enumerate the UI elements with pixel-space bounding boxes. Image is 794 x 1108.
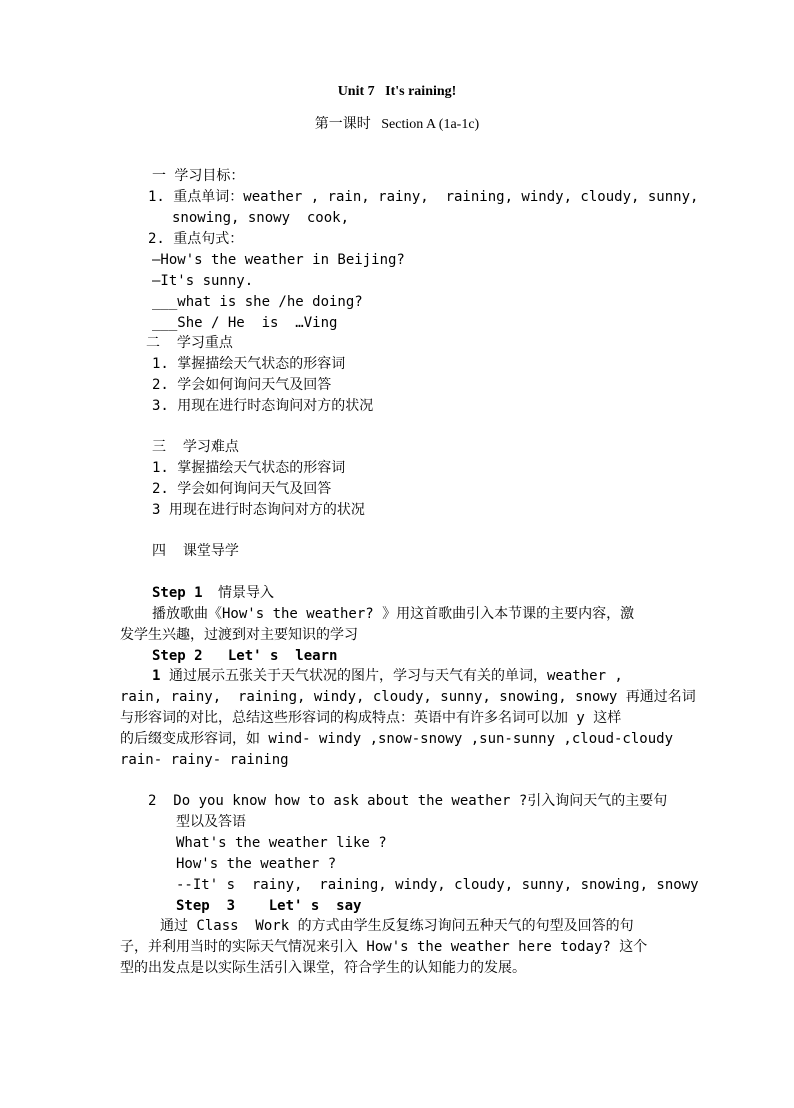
difficulty-item-3: 3 用现在进行时态询问对方的状况 — [152, 502, 365, 518]
step1-title: 情景导入 — [218, 585, 274, 601]
sentence-3: ___what is she /he doing? — [152, 294, 363, 310]
goal-item-1-cont: snowing, snowy cook, — [172, 210, 350, 226]
step2-question-2: How's the weather ? — [176, 856, 337, 872]
step1-paragraph-line-2: 发学生兴趣，过渡到对主要知识的学习 — [120, 627, 358, 643]
section-heading-focus: 二 学习重点 — [146, 335, 233, 351]
step2-heading: Step 2 Let' s learn — [152, 648, 338, 664]
section-heading-difficulty: 三 学习难点 — [152, 439, 239, 455]
difficulty-item-2: 2. 学会如何询问天气及回答 — [152, 481, 332, 497]
page-subtitle: 第一课时 Section A (1a-1c) — [314, 117, 480, 132]
step3-paragraph-line-3: 型的出发点是以实际生活引入课堂，符合学生的认知能力的发展。 — [120, 960, 526, 976]
page-title: Unit 7 It's raining! — [337, 84, 457, 99]
step2-paragraph-line-2: rain, rainy, raining, windy, cloudy, sunny, snowing, snowy 再通过名词 — [120, 689, 696, 705]
goal-item-2: 2. 重点句式： — [148, 231, 244, 247]
difficulty-item-1: 1. 掌握描绘天气状态的形容词 — [152, 460, 346, 476]
section-heading-goals: 一 学习目标： — [152, 168, 245, 184]
step2-item-2-cont: 型以及答语 — [176, 814, 246, 830]
step2-paragraph-line-5: rain- rainy- raining — [120, 752, 289, 768]
step2-answer: --It' s rainy, raining, windy, cloudy, sunny, snowing, snowy — [176, 877, 699, 893]
section-heading-guide: 四 课堂导学 — [152, 543, 239, 559]
focus-item-1: 1. 掌握描绘天气状态的形容词 — [152, 356, 346, 372]
step3-heading: Step 3 Let' s say — [176, 898, 362, 914]
sentence-4: ___She / He is …Ving — [152, 315, 338, 331]
step2-item-2: 2 Do you know how to ask about the weather ?引入询问天气的主要句 — [148, 793, 668, 809]
goal-item-1: 1. 重点单词：weather , rain, rainy, raining, windy, cloudy, sunny, — [148, 189, 699, 205]
focus-item-3: 3. 用现在进行时态询问对方的状况 — [152, 398, 374, 414]
step1-paragraph-line-1: 播放歌曲《How's the weather? 》用这首歌曲引入本节课的主要内容，激 — [152, 606, 635, 622]
step3-paragraph-line-1: 通过 Class Work 的方式由学生反复练习询问五种天气的句型及回答的句 — [160, 918, 634, 934]
step1-heading: Step 1 — [152, 585, 203, 601]
sentence-1: —How's the weather in Beijing? — [152, 252, 405, 268]
step2-item-number: 1 — [152, 668, 161, 684]
step2-paragraph-line-1: 通过展示五张关于天气状况的图片，学习与天气有关的单词，weather , — [169, 668, 623, 684]
step2-question-1: What's the weather like ? — [176, 835, 387, 851]
step3-paragraph-line-2: 子，并利用当时的实际天气情况来引入 How's the weather here today? 这个 — [120, 939, 648, 955]
step2-paragraph-line-4: 的后缀变成形容词，如 wind- windy ,snow-snowy ,sun-sunny ,cloud-cloudy — [120, 731, 674, 747]
sentence-2: —It's sunny. — [152, 273, 254, 289]
step2-paragraph-line-3: 与形容词的对比，总结这些形容词的构成特点：英语中有许多名词可以加 y 这样 — [120, 710, 622, 726]
focus-item-2: 2. 学会如何询问天气及回答 — [152, 377, 332, 393]
